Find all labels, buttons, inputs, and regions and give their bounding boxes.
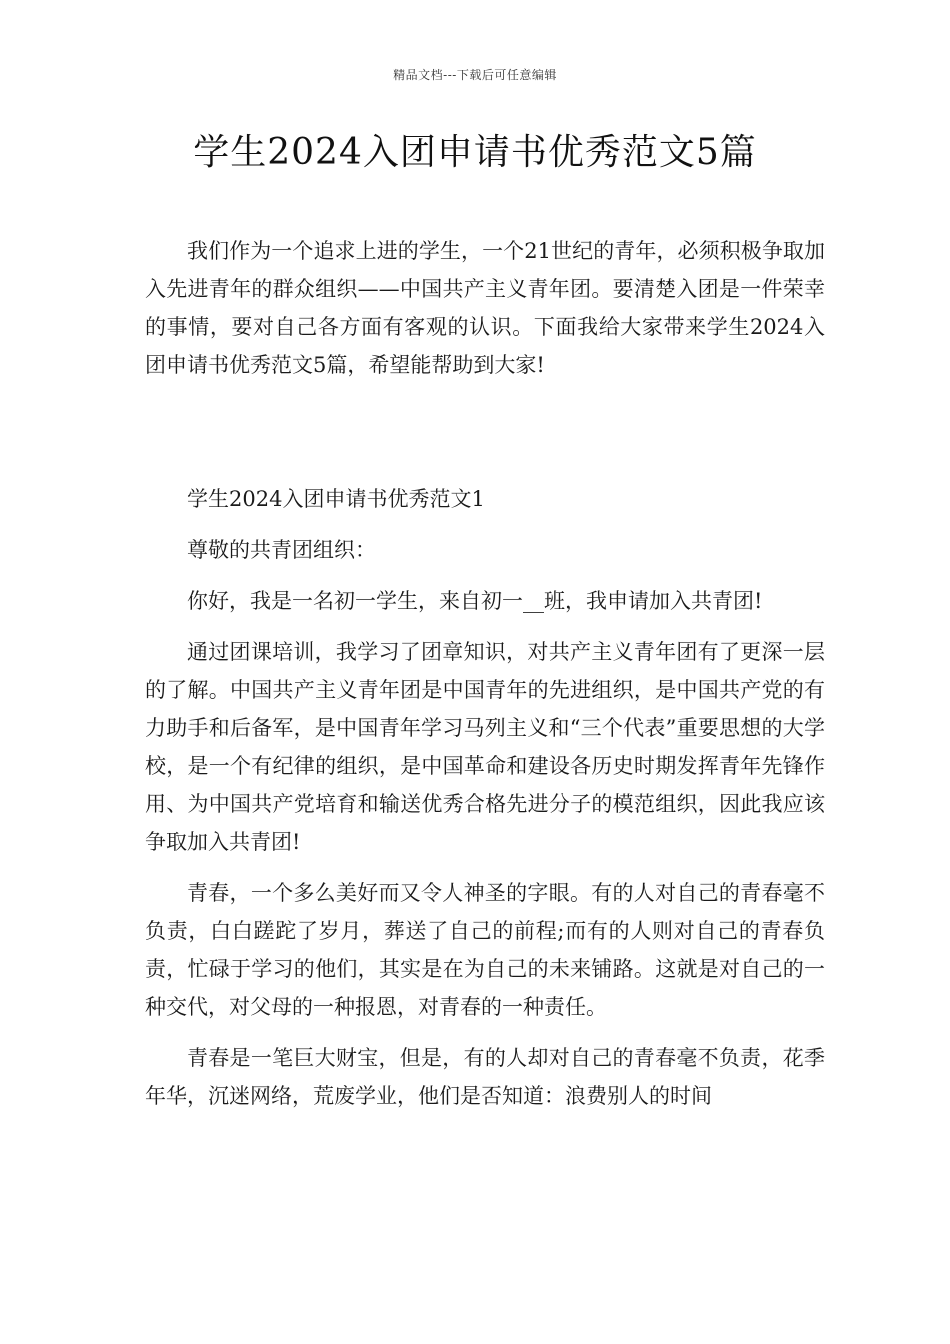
section-1-block bbox=[145, 480, 825, 1115]
salutation: 尊敬的共青团组织： bbox=[187, 538, 376, 562]
document-title: 学生2024入团申请书优秀范文5篇 bbox=[193, 132, 757, 173]
header-note: 精品文档---下载后可任意编辑 bbox=[393, 68, 557, 82]
paragraph-4: 青春是一笔巨大财宝，但是，有的人却对自己的青春毫不负责，花季年华，沉迷网络，荒废学业，他们是否知道：浪费别人的时间 bbox=[145, 1046, 825, 1108]
paragraph-2: 通过团课培训，我学习了团章知识，对共产主义青年团有了更深一层的了解。中国共产主义青年团是中国青年的先进组织，是中国共产党的有力助手和后备军，是中国青年学习马列主义和“三个代表”重要思想的大学校，是一个有纪律的组织，是中国革命和建设各历史时期发挥青年先锋作用、为中国共产党培育和输送优秀合格先进分子的模范组织，因此我应该争取加入共青团! bbox=[145, 640, 825, 854]
section-1-heading: 学生2024入团申请书优秀范文1 bbox=[187, 487, 485, 511]
paragraph-3: 青春，一个多么美好而又令人神圣的字眼。有的人对自己的青春毫不负责，白白蹉跎了岁月，葬送了自己的前程;而有的人则对自己的青春负责，忙碌于学习的他们，其实是在为自己的未来铺路。这就是对自己的一种交代，对父母的一种报恩，对青春的一种责任。 bbox=[145, 881, 825, 1019]
paragraph-1: 你好，我是一名初一学生，来自初一__班，我申请加入共青团! bbox=[187, 589, 763, 613]
intro-paragraph: 我们作为一个追求上进的学生，一个21世纪的青年，必须积极争取加入先进青年的群众组织——中国共产主义青年团。要清楚入团是一件荣幸的事情，要对自己各方面有客观的认识。下面我给大家带来学生2024入团申请书优秀范文5篇，希望能帮助到大家! bbox=[145, 239, 825, 377]
intro-block bbox=[145, 232, 825, 384]
